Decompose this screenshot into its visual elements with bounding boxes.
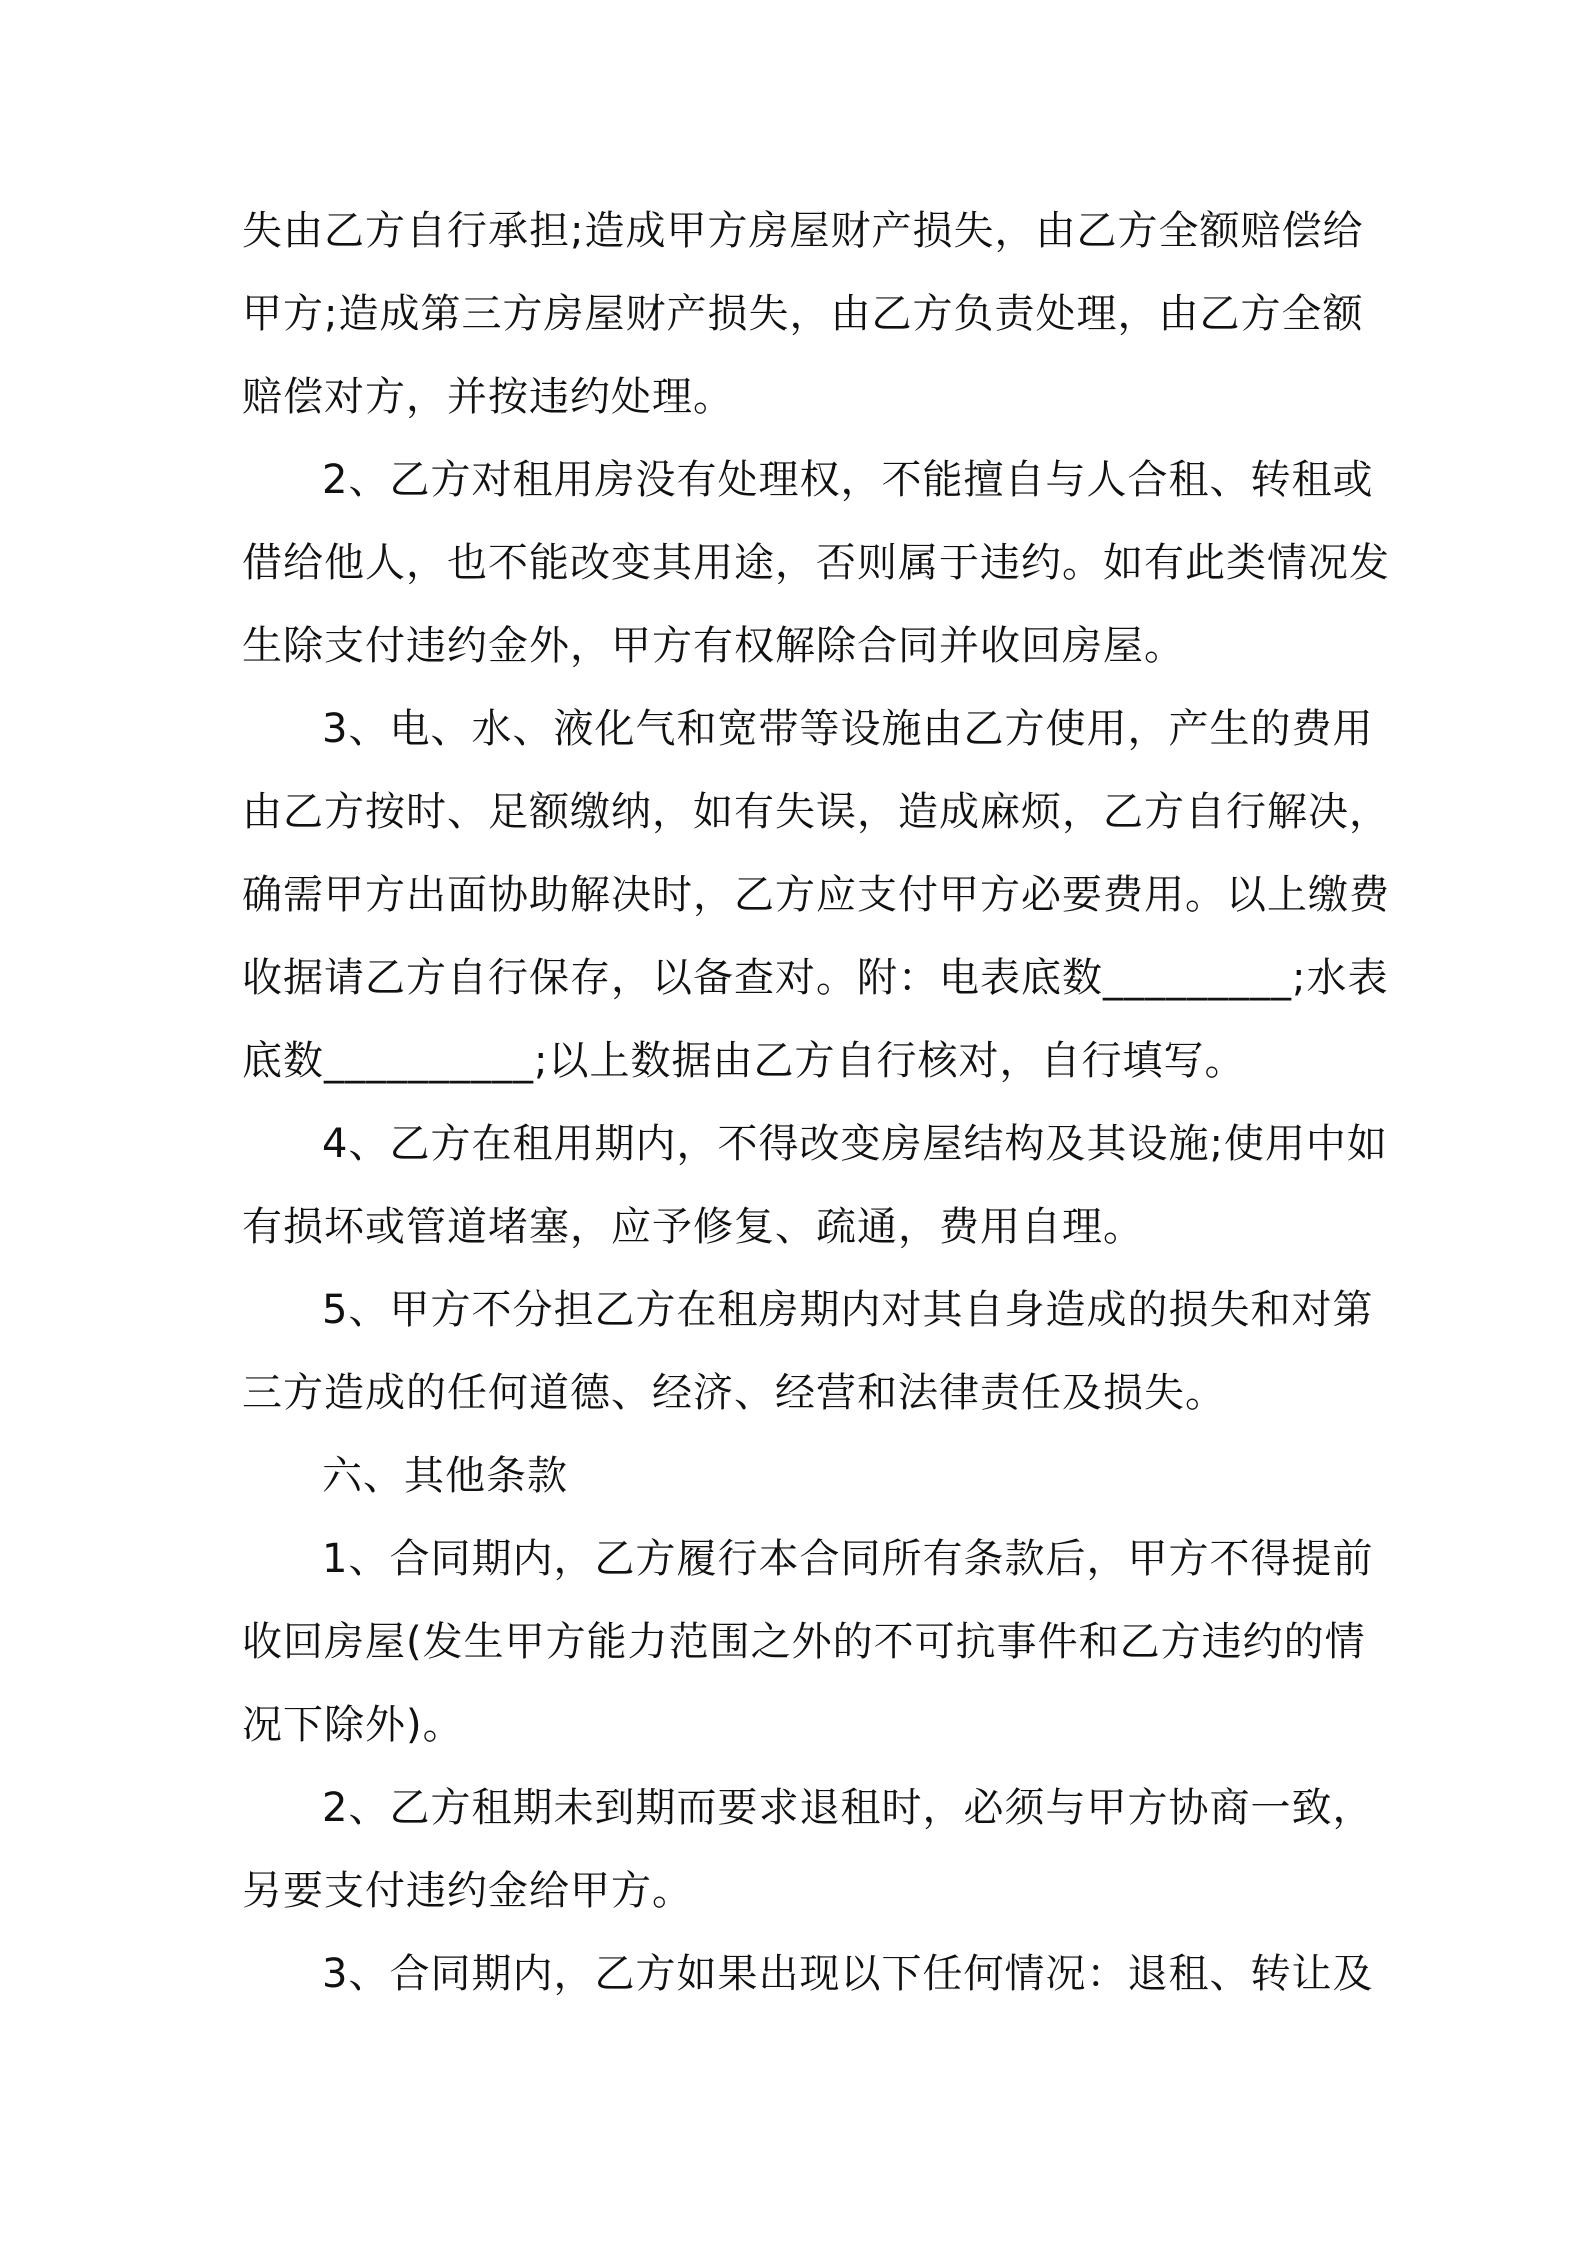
text-line: 甲方;造成第三方房屋财产损失，由乙方负责处理，由乙方全额: [242, 291, 1364, 337]
text-line: 收回房屋(发生甲方能力范围之外的不可抗事件和乙方违约的情: [242, 1619, 1366, 1665]
text-line: 况下除外)。: [242, 1702, 464, 1748]
text-line: 六、其他条款: [322, 1453, 568, 1499]
text-line: 底数__________;以上数据由乙方自行核对，自行填写。: [242, 1038, 1246, 1084]
paragraph: [242, 1933, 1374, 2016]
text-line: 收据请乙方自行保存，以备查对。附：电表底数_________;水表: [242, 955, 1389, 1001]
paragraph: [242, 1767, 1374, 1933]
document-body: [242, 190, 1390, 2016]
paragraph: [242, 1103, 1388, 1269]
text-line: 2、乙方对租用房没有处理权，不能擅自与人合租、转租或: [322, 457, 1374, 503]
paragraph: [242, 1435, 1352, 1518]
paragraph: [242, 1518, 1374, 1767]
text-line: 4、乙方在租用期内，不得改变房屋结构及其设施;使用中如: [322, 1121, 1388, 1167]
text-line: 5、甲方不分担乙方在租房期内对其自身造成的损失和对第: [322, 1287, 1374, 1333]
text-line: 2、乙方租期未到期而要求退租时，必须与甲方协商一致，: [322, 1785, 1374, 1831]
paragraph: [242, 439, 1390, 688]
paragraph: [242, 1269, 1374, 1435]
text-line: 失由乙方自行承担;造成甲方房屋财产损失，由乙方全额赔偿给: [242, 208, 1364, 254]
text-line: 三方造成的任何道德、经济、经营和法律责任及损失。: [242, 1370, 1226, 1416]
paragraph: [242, 688, 1390, 1103]
text-line: 借给他人，也不能改变其用途，否则属于违约。如有此类情况发: [242, 540, 1390, 586]
text-line: 赔偿对方，并按违约处理。: [242, 374, 734, 420]
paragraph: [242, 190, 1364, 439]
text-line: 3、合同期内，乙方如果出现以下任何情况：退租、转让及: [322, 1951, 1374, 1997]
text-line: 另要支付违约金给甲方。: [242, 1868, 693, 1914]
text-line: 有损坏或管道堵塞，应予修复、疏通，费用自理。: [242, 1204, 1144, 1250]
text-line: 3、电、水、液化气和宽带等设施由乙方使用，产生的费用: [322, 706, 1374, 752]
text-line: 确需甲方出面协助解决时，乙方应支付甲方必要费用。以上缴费: [242, 872, 1390, 918]
text-line: 1、合同期内，乙方履行本合同所有条款后，甲方不得提前: [322, 1536, 1374, 1582]
text-line: 生除支付违约金外，甲方有权解除合同并收回房屋。: [242, 623, 1185, 669]
text-line: 由乙方按时、足额缴纳，如有失误，造成麻烦，乙方自行解决，: [242, 789, 1390, 835]
